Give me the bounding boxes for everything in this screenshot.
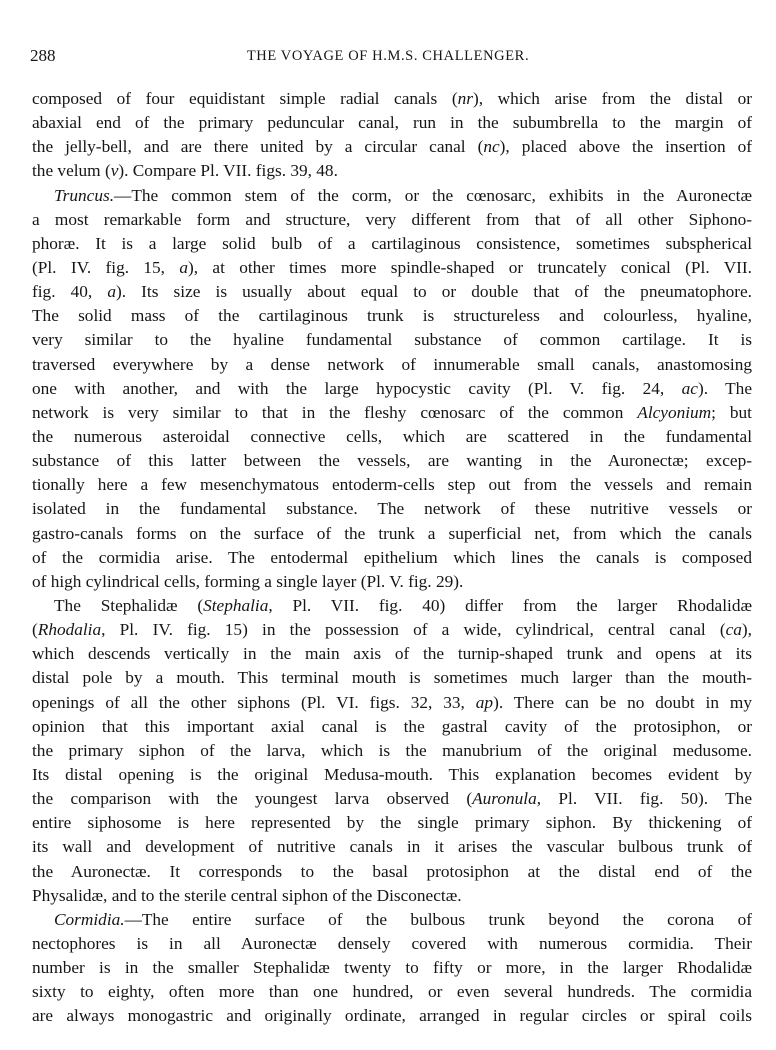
text-line — [32, 135, 752, 159]
text-line — [32, 932, 752, 956]
text-line — [32, 594, 752, 618]
text-line — [32, 184, 752, 208]
text-line — [32, 280, 752, 304]
text-line — [32, 884, 752, 908]
text-run: Its distal opening is the original Medusa-mouth. This explanation becomes evident by — [32, 764, 752, 784]
text-run: sixty to eighty, often more than one hundred, or even several hundreds. The cormidia — [32, 982, 752, 1002]
text-run: very similar to the hyaline fundamental substance of common cartilage. It is — [32, 330, 752, 350]
text-run: —The entire surface of the bulbous trunk beyond the corona of — [124, 909, 752, 929]
text-run: composed of four equidistant simple radial canals ( — [32, 89, 458, 108]
text-line — [32, 811, 752, 835]
text-run: ( — [32, 620, 38, 640]
text-line — [32, 473, 752, 497]
text-run: a most remarkable form and structure, very different from that of all other Siphono- — [32, 209, 752, 229]
text-line — [32, 787, 752, 811]
text-run: are always monogastric and originally ordinate, arranged in regular circles or spiral coils — [32, 1006, 752, 1026]
text-line — [32, 208, 752, 232]
italic-text: Stephalia — [203, 595, 269, 615]
text-line — [32, 377, 752, 401]
text-run: distal pole by a mouth. This terminal mouth is sometimes much larger than the mouth- — [32, 668, 752, 688]
page-number: 288 — [30, 46, 56, 65]
text-line — [32, 618, 752, 642]
text-line — [32, 425, 752, 449]
text-run: its wall and development of nutritive canals in it arises the vascular bulbous trunk of — [32, 837, 752, 857]
italic-text: ca — [725, 620, 742, 640]
italic-text: Auronula — [472, 789, 537, 809]
text-run: ). The — [697, 378, 752, 398]
text-line — [32, 111, 752, 135]
text-run: the jelly-bell, and are there united by a circular canal ( — [32, 137, 484, 157]
italic-text: Alcyonium — [637, 402, 712, 422]
text-line — [32, 87, 752, 111]
text-run: of the cormidia arise. The entodermal epithelium which lines the canals is composed — [32, 547, 752, 567]
text-run: ), placed above the insertion of — [499, 137, 752, 157]
text-line — [32, 522, 752, 546]
text-line — [32, 763, 752, 787]
text-line — [32, 304, 752, 328]
text-run: the primary siphon of the larva, which is the manubrium of the original medusome. — [32, 740, 752, 760]
text-run: The solid mass of the cartilaginous trunk is structureless and colourless, hyaline, — [32, 306, 752, 326]
italic-text: ap — [475, 692, 494, 712]
text-line — [32, 980, 752, 1004]
text-run: , Pl. VII. fig. 50). The — [536, 789, 752, 809]
text-run: substance of this latter between the vessels, are wanting in the Auronectæ; excep- — [32, 451, 752, 471]
italic-text: Cormidia. — [54, 909, 125, 929]
text-line — [32, 256, 752, 280]
italic-text: a — [179, 257, 188, 277]
text-run: The Stephalidæ ( — [54, 595, 204, 615]
text-line — [32, 739, 752, 763]
text-run: ). Its size is usually about equal to or double that of the pneumatophore. — [115, 282, 752, 302]
text-line — [32, 691, 752, 715]
text-line — [32, 449, 752, 473]
text-line — [32, 328, 752, 352]
italic-text: a — [107, 282, 116, 302]
text-run: which descends vertically in the main axis of the turnip-shaped trunk and opens at its — [32, 644, 752, 664]
text-line — [32, 860, 752, 884]
text-line — [32, 835, 752, 859]
text-run: ), — [741, 620, 752, 640]
italic-text: ac — [681, 378, 698, 398]
text-line — [32, 353, 752, 377]
italic-text: v — [110, 161, 119, 181]
text-run: —The common stem of the corm, or the cœnosarc, exhibits in the Auronectæ — [114, 185, 752, 205]
text-run: the numerous asteroidal connective cells, which are scattered in the fundamental — [32, 426, 752, 446]
text-run: of high cylindrical cells, forming a single layer (Pl. V. fig. 29). — [32, 571, 464, 591]
italic-text: nc — [483, 137, 500, 157]
text-run: fig. 40, — [32, 282, 108, 302]
text-run: number is in the smaller Stephalidæ twenty to fifty or more, in the larger Rhodalidæ — [32, 958, 752, 978]
text-run: phoræ. It is a large solid bulb of a cartilaginous consistence, sometimes subspherical — [32, 233, 752, 253]
text-line — [32, 232, 752, 256]
text-run: ; but — [711, 402, 752, 422]
text-line — [32, 159, 752, 183]
text-line — [32, 497, 752, 521]
running-title: THE VOYAGE OF H.M.S. CHALLENGER. — [246, 48, 530, 64]
italic-text: nr — [457, 89, 473, 108]
text-run: ). Compare Pl. VII. figs. 39, 48. — [118, 161, 338, 181]
body-text — [32, 87, 752, 1028]
text-run: the comparison with the youngest larva observed ( — [32, 789, 473, 809]
text-run: abaxial end of the primary peduncular canal, run in the subumbrella to the margin of — [32, 113, 752, 133]
text-run: , Pl. VII. fig. 40) differ from the larger Rhodalidæ — [268, 595, 752, 615]
text-run: ), which arise from the distal or — [472, 89, 752, 108]
text-run: one with another, and with the large hypocystic cavity (Pl. V. fig. 24, — [32, 378, 682, 398]
text-run: Physalidæ, and to the sterile central siphon of the Disconectæ. — [32, 885, 462, 905]
text-line — [32, 570, 752, 594]
text-line — [32, 956, 752, 980]
text-run: traversed everywhere by a dense network of innumerable small canals, anastomosing — [32, 354, 752, 374]
text-run: opinion that this important axial canal is the gastral cavity of the protosiphon, or — [32, 716, 752, 736]
text-run: the velum ( — [32, 161, 111, 181]
text-line — [32, 908, 752, 932]
italic-text: Rhodalia — [37, 620, 102, 640]
text-run: the Auronectæ. It corresponds to the basal protosiphon at the distal end of the — [32, 861, 752, 881]
text-run: openings of all the other siphons (Pl. VI. figs. 32, 33, — [32, 692, 476, 712]
text-run: tionally here a few mesenchymatous entoderm-cells step out from the vessels and remain — [32, 475, 752, 495]
text-run: isolated in the fundamental substance. The network of these nutritive vessels or — [32, 499, 752, 519]
text-run: entire siphosome is here represented by the single primary siphon. By thickening of — [32, 813, 752, 833]
text-line — [32, 642, 752, 666]
text-line — [32, 1004, 752, 1028]
text-run: , Pl. IV. fig. 15) in the possession of a wide, cylindrical, central canal ( — [101, 620, 726, 640]
text-run: nectophores is in all Auronectæ densely covered with numerous cormidia. Their — [32, 933, 752, 953]
text-run: network is very similar to that in the fleshy cœnosarc of the common — [32, 402, 638, 422]
italic-text: Truncus. — [54, 185, 115, 205]
text-run: gastro-canals forms on the surface of the trunk a superficial net, from which the canals — [32, 523, 752, 543]
text-line — [32, 666, 752, 690]
text-line — [32, 715, 752, 739]
text-run: ), at other times more spindle-shaped or truncately conical (Pl. VII. — [187, 257, 753, 277]
text-run: (Pl. IV. fig. 15, — [32, 257, 180, 277]
text-run: ). There can be no doubt in my — [493, 692, 753, 712]
text-line — [32, 546, 752, 570]
text-line — [32, 401, 752, 425]
